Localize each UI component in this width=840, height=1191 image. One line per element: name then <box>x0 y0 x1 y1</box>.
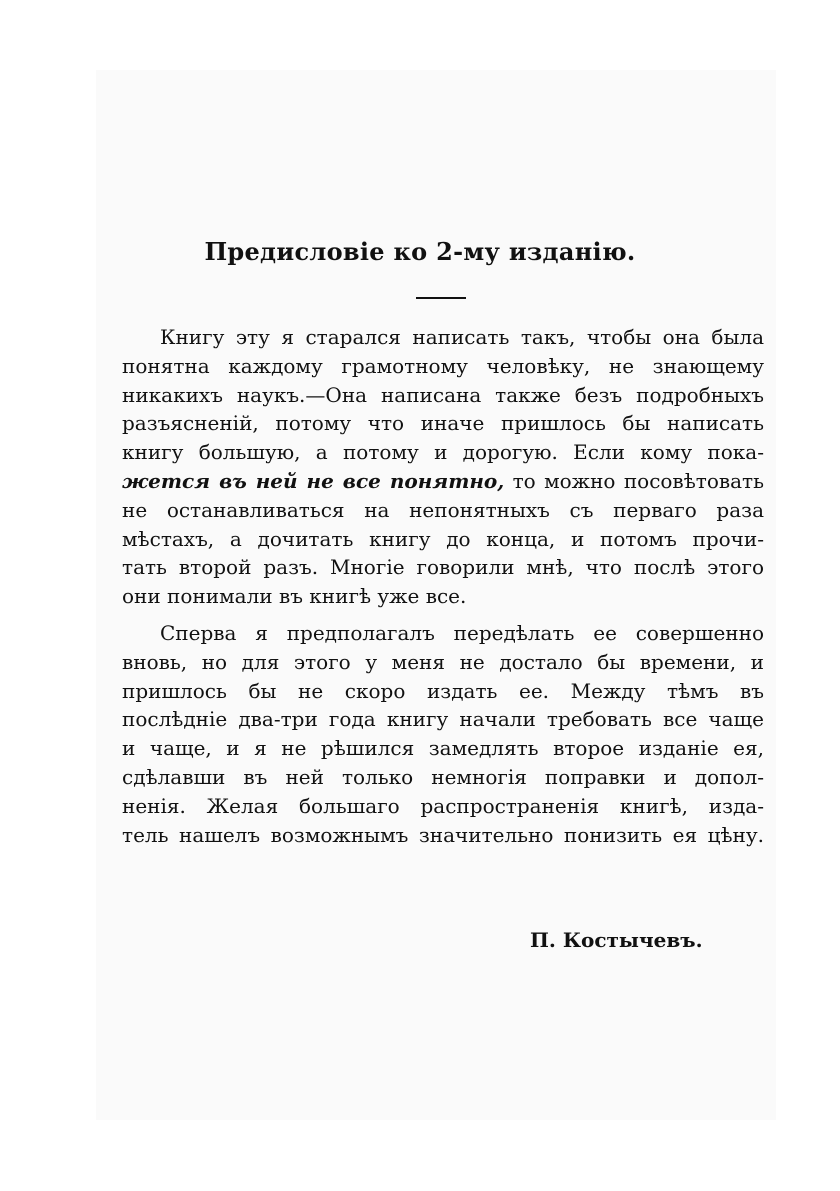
text-line: сдѣлавши въ ней только немногія поправки и допол- <box>122 764 764 789</box>
text-line <box>122 467 764 496</box>
text-line: и чаще, и я не рѣшился замедлять второе изданіе ея, <box>122 736 764 761</box>
text-fragment: то можно посовѣтовать <box>504 468 764 493</box>
text-line: понятна каждому грамотному человѣку, не знающему <box>122 353 764 378</box>
text-line: вновь, но для этого у меня не достало бы времени, и <box>122 649 764 674</box>
text-line: никакихъ наукъ.—Она написана также безъ подробныхъ <box>122 382 764 407</box>
author-signature: П. Костычевъ. <box>530 928 703 952</box>
text-line: пришлось бы не скоро издать ее. Между тѣмъ въ <box>122 678 764 703</box>
text-line: Книгу эту я старался написать такъ, чтобы она была <box>160 325 764 349</box>
text-line: ненія. Желая большаго распространенія книгѣ, изда- <box>122 793 764 818</box>
paragraph-gap <box>122 611 764 619</box>
title-divider <box>416 297 466 299</box>
paragraph-1 <box>122 323 764 611</box>
text-line: послѣдніе два-три года книгу начали требовать все чаще <box>122 707 764 732</box>
text-line: мѣстахъ, а дочитать книгу до конца, и потомъ прочи- <box>122 526 764 551</box>
page-title: Предисловіе ко 2-му изданію. <box>204 237 636 266</box>
text-line: они понимали въ книгѣ уже все. <box>122 584 467 609</box>
text-line: тать второй разъ. Многіе говорили мнѣ, что послѣ этого <box>122 555 764 580</box>
text-line: книгу большую, а потому и дорогую. Если кому пока- <box>122 440 764 465</box>
preface-body <box>122 323 764 849</box>
text-line: тель нашелъ возможнымъ значительно понизить ея цѣну. <box>122 822 764 847</box>
text-line: разъясненій, потому что иначе пришлось бы написать <box>122 411 764 436</box>
text-line: Сперва я предполагалъ передѣлать ее совершенно <box>160 620 764 645</box>
text-line: не останавливаться на непонятныхъ съ перваго раза <box>122 497 764 522</box>
paragraph-2 <box>122 619 764 849</box>
emphasized-text: жется въ ней не все понятно, <box>122 468 505 493</box>
